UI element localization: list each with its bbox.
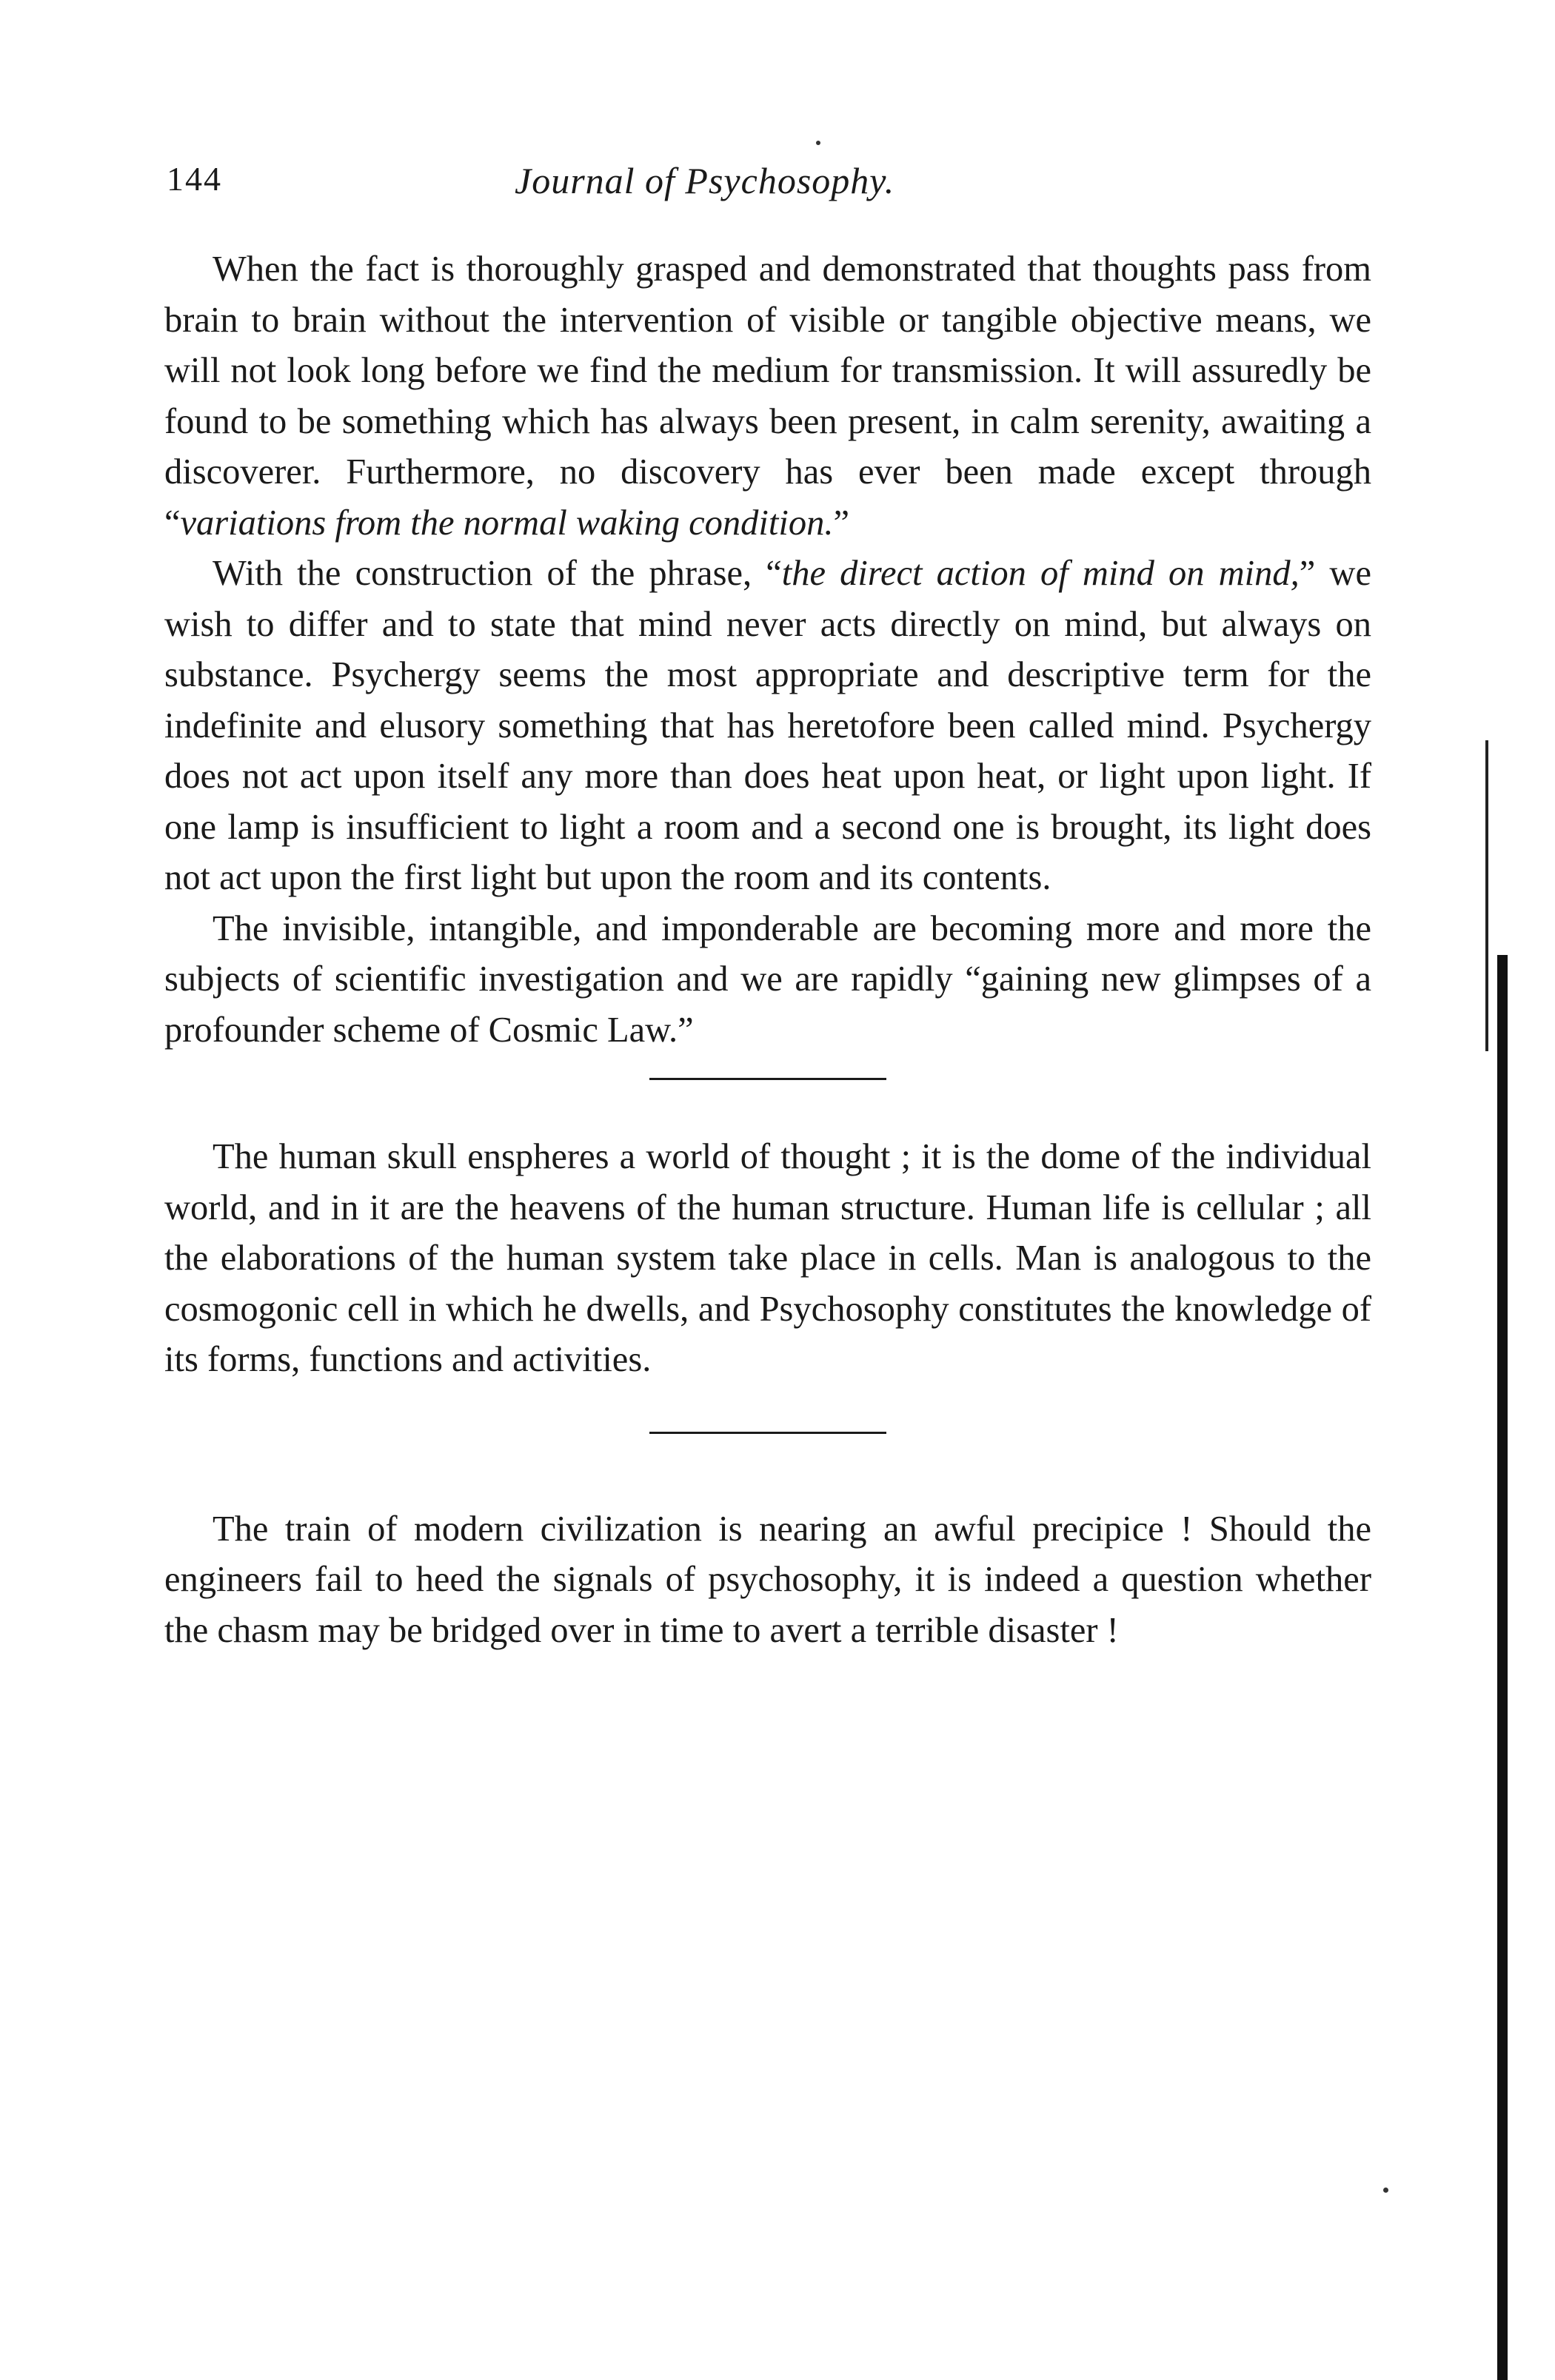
- text-segment: With the construction of the phrase, “: [213, 554, 782, 593]
- running-header: [167, 159, 1351, 218]
- text-segment: The train of modern civilization is nearing an awful precipice ! Should the engineers fail to heed the signals of psychosophy, it is indeed a question whether the chasm may be bridged over in time to avert a terrible disaster !: [164, 1509, 1371, 1650]
- scan-speck: [816, 141, 820, 145]
- text-segment: ” we wish to differ and to state that mind never acts directly on mind, but always on substance. Psychergy seems the most appropriate and descriptive term for the indefinite and elusory something that has heretofore been called mind. Psychergy does not act upon itself any more than does heat upon heat, or light upon light. If one lamp is insufficient to light a room and a second one is brought, its light does not act upon the first light but upon the room and its contents.: [164, 554, 1371, 897]
- section-divider: [649, 1078, 886, 1080]
- text-segment: The invisible, intangible, and imponderable are becoming more and more the subjects of scientific investigation and we are rapidly “gaining new glimpses of a profounder scheme of Cosmic Law.”: [164, 908, 1371, 1050]
- text-segment: When the fact is thoroughly grasped and demonstrated that thoughts pass from brain to brain without the intervention of visible or tangible objective means, we will not look long before we find the medium for transmission. It will assuredly be found to be something which has always been present, in calm serenity, awaiting a discoverer. Furthermore, no discovery has ever been made except through “: [164, 249, 1371, 543]
- paragraph-direct-action: [164, 549, 1371, 904]
- paragraph-civilization: [164, 1504, 1371, 1657]
- section-divider: [649, 1432, 886, 1434]
- page-body: [164, 244, 1371, 1656]
- italic-quote: variations from the normal waking condition.: [180, 503, 834, 543]
- text-segment: The human skull enspheres a world of thought ; it is the dome of the individual world, and in it are the heavens of the human structure. Human life is cellular ; all the elaborations of the human system take place in cells. Man is analogous to the cosmogonic cell in which he dwells, and Psychosophy constitutes the knowledge of its forms, functions and activities.: [164, 1137, 1371, 1379]
- italic-phrase: the direct action of mind on mind,: [781, 554, 1300, 593]
- scan-speck: [1383, 2188, 1388, 2193]
- paragraph-cosmic-law: [164, 904, 1371, 1056]
- text-segment: ”: [833, 503, 850, 543]
- scan-margin-bar: [1497, 955, 1508, 2380]
- paragraph-thought-transmission: [164, 244, 1371, 549]
- scan-margin-line: [1485, 740, 1488, 1051]
- running-title: Journal of Psychosophy.: [515, 160, 895, 201]
- page-number: 144: [167, 160, 222, 198]
- paragraph-human-skull: [164, 1132, 1371, 1386]
